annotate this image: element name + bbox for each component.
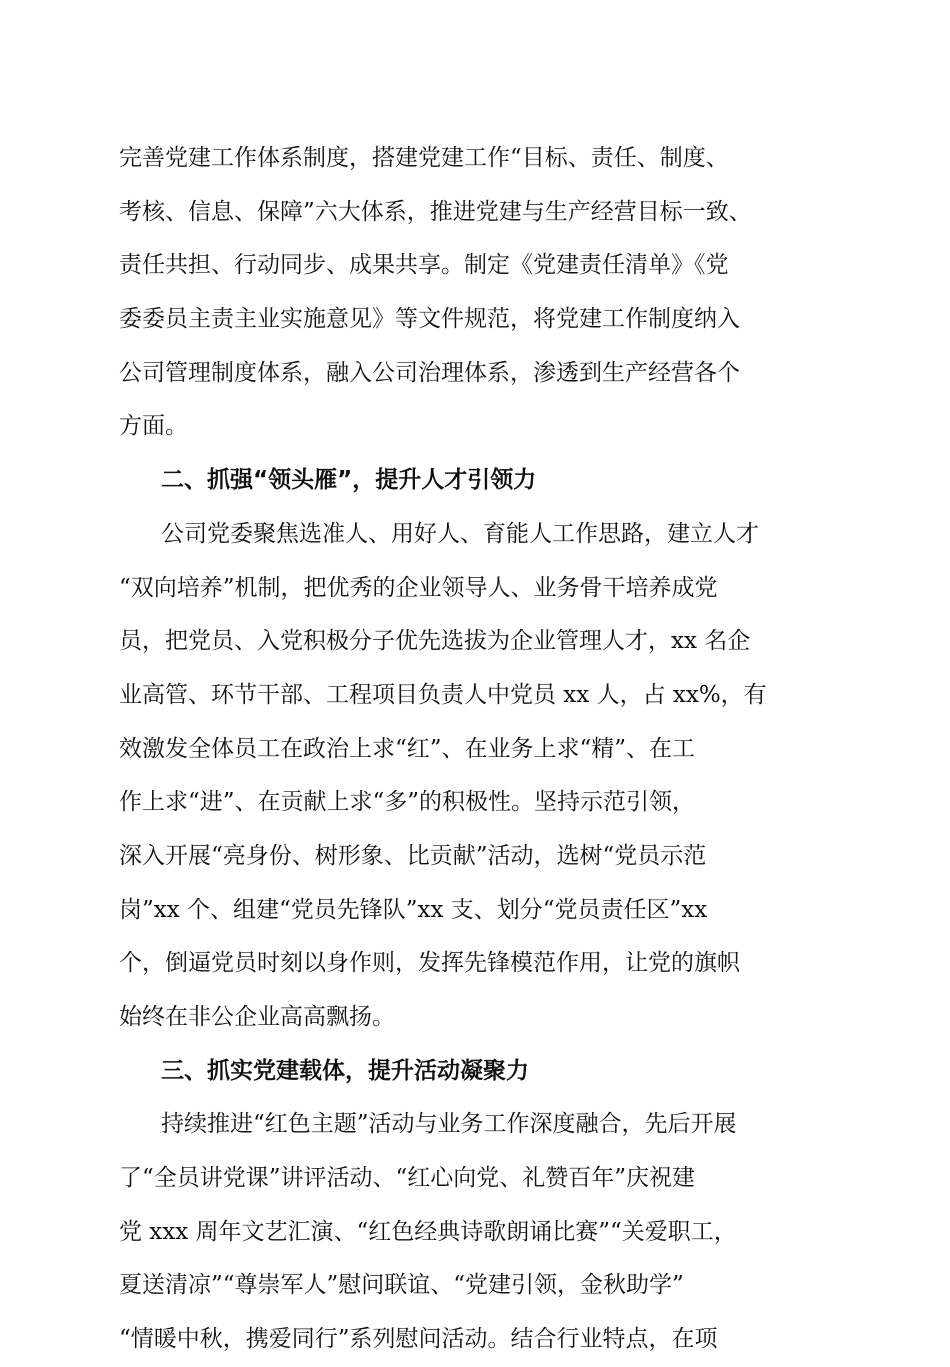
text-line: 持续推进“红色主题”活动与业务工作深度融合，先后开展 <box>161 1111 737 1138</box>
document-body <box>119 132 831 1367</box>
text-line: 作上求“进”、在贡献上求“多”的积极性。坚持示范引领， <box>119 789 696 816</box>
text-line: “双向培养”机制，把优秀的企业领导人、业务骨干培养成党 <box>119 574 718 601</box>
text-line: 责任共担、行动同步、成果共享。制定《党建责任清单》《党 <box>119 252 729 279</box>
section-heading-2: 二、抓强“领头雁”，提升人才引领力 <box>161 467 537 494</box>
paragraph-2 <box>119 508 831 1045</box>
text-line: 考核、信息、保障”六大体系，推进党建与生产经营目标一致、 <box>119 198 752 225</box>
text-line: 个，倒逼党员时刻以身作则，发挥先锋模范作用，让党的旗帜 <box>119 950 740 977</box>
paragraph-3 <box>119 1098 831 1366</box>
text-line: 公司管理制度体系，融入公司治理体系，渗透到生产经营各个 <box>119 359 740 386</box>
text-line: 始终在非公企业高高飘扬。 <box>119 1004 395 1030</box>
section-heading-3: 三、抓实党建载体，提升活动凝聚力 <box>161 1057 529 1084</box>
text-line: 深入开展“亮身份、树形象、比贡献”活动，选树“党员示范 <box>119 842 707 869</box>
text-line: 业高管、环节干部、工程项目负责人中党员 xx 人，占 xx%，有 <box>119 681 767 708</box>
text-line: 岗”xx 个、组建“党员先锋队”xx 支、划分“党员责任区”xx <box>119 896 708 923</box>
text-line: 员，把党员、入党积极分子优先选拔为企业管理人才，xx 名企 <box>119 628 751 655</box>
text-line: 委委员主责主业实施意见》等文件规范，将党建工作制度纳入 <box>119 306 740 333</box>
text-line: 党 xxx 周年文艺汇演、“红色经典诗歌朗诵比赛”“关爱职工， <box>119 1218 737 1245</box>
text-line: “情暖中秋，携爱同行”系列慰问活动。结合行业特点，在项 <box>119 1326 718 1353</box>
paragraph-1 <box>119 132 831 454</box>
text-line: 了“全员讲党课”讲评活动、“红心向党、礼赞百年”庆祝建 <box>119 1165 696 1192</box>
text-line: 方面。 <box>119 413 188 440</box>
text-line: 夏送清凉”“尊崇军人”慰问联谊、“党建引领，金秋助学” <box>119 1272 684 1299</box>
text-line: 公司党委聚焦选准人、用好人、育能人工作思路，建立人才 <box>161 520 759 547</box>
text-line: 效激发全体员工在政治上求“红”、在业务上求“精”、在工 <box>119 735 696 762</box>
text-line: 完善党建工作体系制度，搭建党建工作“目标、责任、制度、 <box>119 145 729 171</box>
